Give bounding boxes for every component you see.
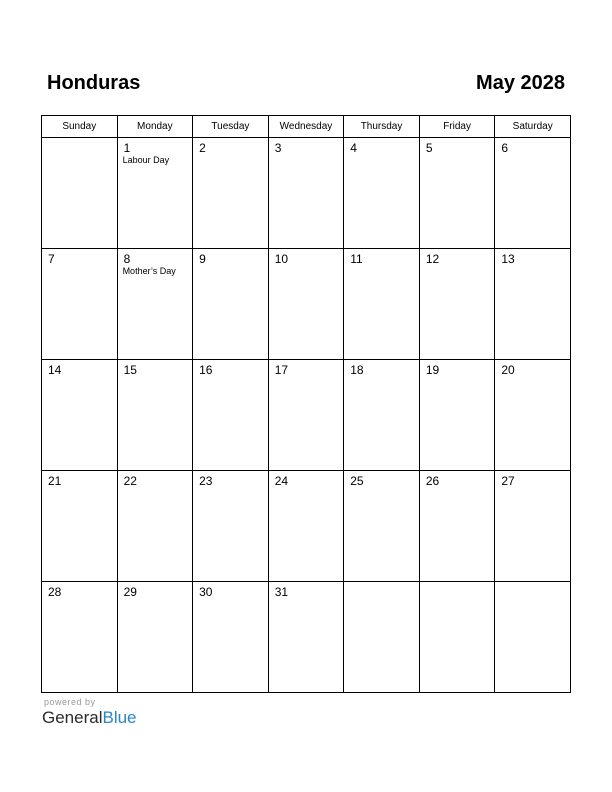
day-cell [42, 471, 118, 582]
day-cell [268, 138, 344, 249]
day-cell [117, 582, 193, 693]
day-cell [193, 138, 269, 249]
day-cell [268, 582, 344, 693]
day-cell [268, 249, 344, 360]
day-cell [495, 360, 571, 471]
day-number: 2 [199, 141, 206, 155]
day-number: 30 [199, 585, 213, 599]
day-cell [344, 360, 420, 471]
day-cell [419, 471, 495, 582]
day-number: 13 [501, 252, 515, 266]
day-number: 14 [48, 363, 62, 377]
day-number: 8 [123, 252, 131, 266]
weekday-monday: Monday [117, 116, 193, 138]
day-number: 31 [274, 585, 289, 599]
day-cell [419, 360, 495, 471]
day-cell [42, 249, 118, 360]
country-title: Honduras [47, 72, 141, 94]
day-cell [344, 249, 420, 360]
day-cell [117, 471, 193, 582]
day-number: 9 [199, 252, 206, 266]
day-cell [117, 138, 193, 249]
day-number: 18 [350, 363, 364, 377]
powered-by-text: powered by [44, 697, 96, 707]
day-cell [344, 471, 420, 582]
day-cell [193, 249, 269, 360]
day-cell [42, 360, 118, 471]
day-number: 23 [199, 474, 213, 488]
weekday-saturday: Saturday [495, 116, 571, 138]
day-cell [344, 582, 420, 693]
day-number: 17 [274, 363, 289, 377]
day-cell [42, 582, 118, 693]
day-number: 3 [274, 141, 282, 155]
day-number: 24 [274, 474, 289, 488]
holiday-label: Mother’s Day [122, 266, 176, 276]
week-row [42, 471, 571, 582]
day-number: 15 [123, 363, 137, 377]
brand-general: General [42, 708, 103, 727]
day-cell [419, 249, 495, 360]
holiday-label: Labour Day [122, 155, 170, 165]
day-cell [42, 138, 118, 249]
day-cell [193, 582, 269, 693]
day-number: 26 [425, 474, 440, 488]
day-cell [193, 360, 269, 471]
generalblue-logo[interactable] [42, 708, 137, 728]
day-number: 29 [123, 585, 137, 599]
day-cell [419, 138, 495, 249]
day-cell [268, 360, 344, 471]
day-cell [495, 582, 571, 693]
day-number: 7 [48, 252, 55, 266]
day-cell [117, 360, 193, 471]
day-number: 4 [350, 141, 357, 155]
day-number: 28 [48, 585, 62, 599]
weekday-tuesday: Tuesday [193, 116, 269, 138]
day-number: 16 [199, 363, 213, 377]
day-number: 22 [123, 474, 137, 488]
day-number: 27 [501, 474, 515, 488]
day-number: 19 [425, 363, 440, 377]
day-number: 25 [350, 474, 364, 488]
day-cell [117, 249, 193, 360]
day-number: 10 [274, 252, 289, 266]
brand-blue: Blue [102, 708, 137, 727]
day-cell [495, 249, 571, 360]
day-number: 20 [501, 363, 515, 377]
day-cell [495, 471, 571, 582]
day-number: 12 [425, 252, 440, 266]
day-number: 11 [350, 252, 363, 266]
day-cell [193, 471, 269, 582]
month-year-title: May 2028 [476, 72, 565, 94]
day-number: 5 [425, 141, 433, 155]
weekday-sunday: Sunday [42, 116, 118, 138]
day-number: 6 [501, 141, 509, 155]
day-cell [344, 138, 420, 249]
week-row [42, 582, 571, 693]
day-cell [419, 582, 495, 693]
weekday-friday: Friday [419, 116, 495, 138]
day-cell [495, 138, 571, 249]
weekday-wednesday: Wednesday [268, 116, 344, 138]
day-number: 1 [123, 141, 131, 155]
day-number: 21 [48, 474, 62, 488]
weekday-header-row [42, 116, 571, 138]
week-row [42, 360, 571, 471]
calendar-grid [41, 115, 571, 693]
weekday-thursday: Thursday [344, 116, 420, 138]
week-row [42, 138, 571, 249]
day-cell [268, 471, 344, 582]
week-row [42, 249, 571, 360]
